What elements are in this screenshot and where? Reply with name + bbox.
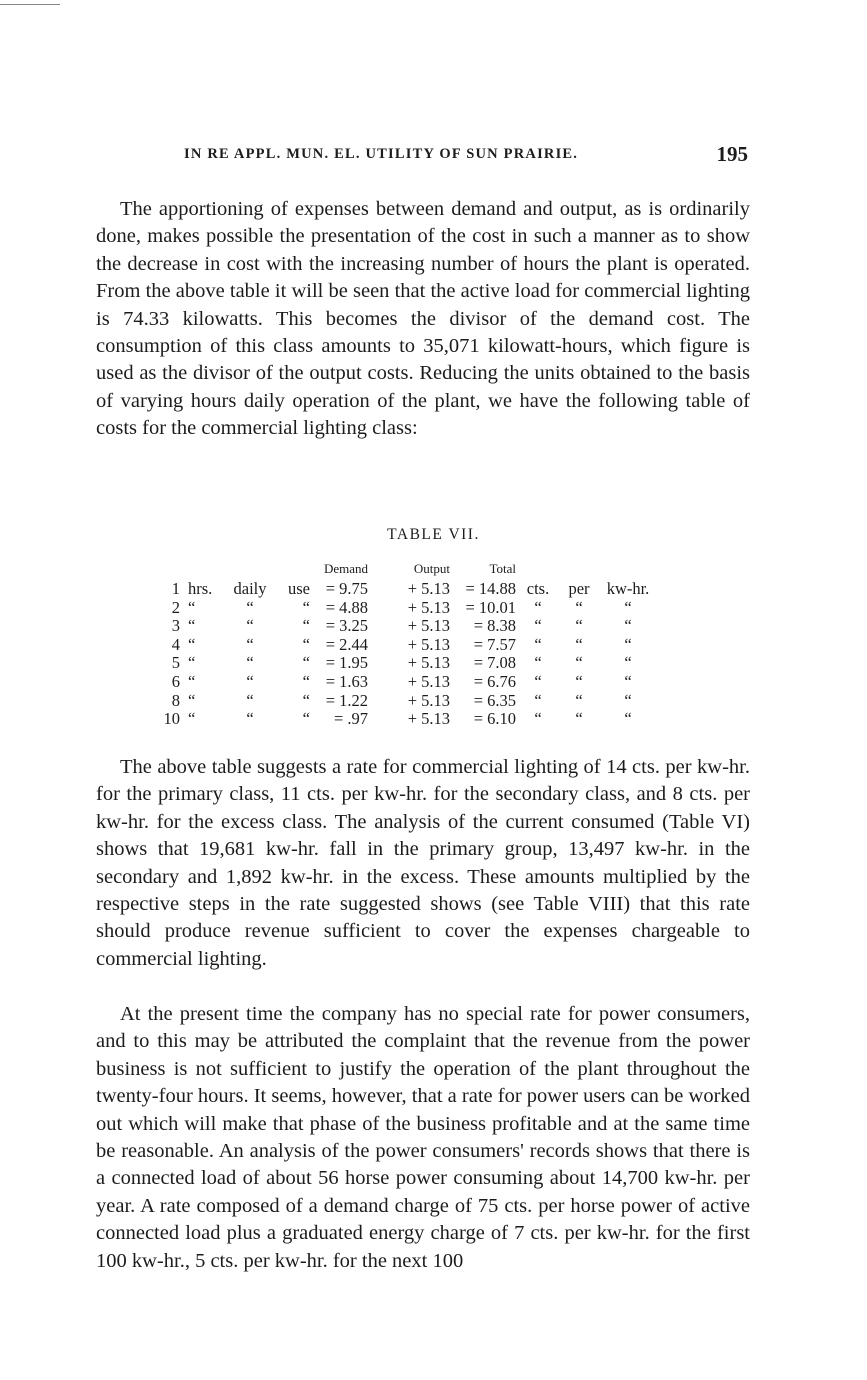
row-hours: 8 [171,690,180,710]
row-output-cost: + 5.13 [407,690,450,710]
row-demand-cost: = .97 [333,709,368,729]
table-row [158,599,658,618]
row-demand-cost: = 1.63 [325,671,368,691]
row-daily: “ [246,709,254,729]
row-hours: 5 [171,653,180,673]
row-hours: 2 [171,597,180,617]
row-total-cost: = 6.76 [473,671,516,691]
row-demand-cost: = 9.75 [325,579,368,598]
row-cts: “ [534,709,542,729]
row-per: “ [575,671,583,691]
table-row [158,636,658,655]
row-unit: kw-hr. [606,579,650,598]
row-cts: “ [534,597,542,617]
row-total-cost: = 10.01 [465,597,516,617]
row-per: “ [575,634,583,654]
row-hours: 6 [171,671,180,691]
row-unit: “ [624,653,632,673]
row-use: “ [302,634,310,654]
row-use: “ [302,709,310,729]
row-daily: daily [233,579,267,598]
page-number: 195 [716,142,748,166]
row-output-cost: + 5.13 [407,634,450,654]
row-hours: 3 [171,616,180,636]
row-demand-cost: = 3.25 [325,616,368,636]
row-demand-cost: = 4.88 [325,597,368,617]
row-per: “ [575,616,583,636]
row-hrs: “ [188,690,196,710]
row-hrs: “ [188,653,196,673]
running-head: IN RE APPL. MUN. EL. UTILITY OF SUN PRAIRIE. [184,146,579,162]
row-hours: 1 [171,579,180,598]
row-hrs: “ [188,709,196,729]
row-unit: “ [624,634,632,654]
row-hrs: “ [188,616,196,636]
column-header-demand: Demand [323,561,368,576]
row-hours: 10 [163,709,180,729]
row-hours: 4 [171,634,180,654]
table-row [158,710,658,729]
row-use: “ [302,690,310,710]
row-per: “ [575,709,583,729]
row-unit: “ [624,709,632,729]
row-use: use [288,579,310,598]
row-demand-cost: = 1.22 [325,690,368,710]
row-demand-cost: = 1.95 [325,653,368,673]
row-unit: “ [624,671,632,691]
row-output-cost: + 5.13 [407,653,450,673]
paragraph-power-consumers [96,1001,750,1275]
table-row [158,692,658,711]
table-row [158,580,658,599]
table-row [158,654,658,673]
row-demand-cost: = 2.44 [325,634,368,654]
column-header-total: Total [489,561,516,576]
page-header [96,142,754,172]
row-output-cost: + 5.13 [407,597,450,617]
row-total-cost: = 8.38 [473,616,516,636]
row-cts: “ [534,653,542,673]
paragraph-rate-suggestion [96,754,750,973]
row-output-cost: + 5.13 [407,671,450,691]
table-body [158,580,658,729]
row-daily: “ [246,671,254,691]
row-total-cost: = 7.08 [473,653,516,673]
row-total-cost: = 7.57 [473,634,516,654]
row-output-cost: + 5.13 [407,616,450,636]
row-use: “ [302,616,310,636]
paragraph-text: The above table suggests a rate for commercial lighting of 14 cts. per kw-hr. for the primary class, 11 cts. per kw-hr. for the secondary class, and 8 cts. per kw-hr. for the excess class. The analysis of the current consumed (Table VI) shows that 19,681 kw-hr. fall in the primary group, 13,497 kw-hr. in the secondary and 1,892 kw-hr. in the excess. These amounts multiplied by the respective steps in the rate suggested shows (see Table VIII) that this rate should produce revenue sufficient to cover the expenses chargeable to commercial lighting. [96,756,750,970]
row-use: “ [302,597,310,617]
paragraph-text: At the present time the company has no special rate for power consumers, and to this may be attributed the complaint that the revenue from the power business is not sufficient to justify the operation of the plant throughout the twenty-four hours. It seems, however, that a rate for power users can be worked out which will make that phase of the business profitable and at the same time be reasonable. An analysis of the power consumers' records shows that there is a connected load of about 56 horse power consuming about 14,700 kw-hr. per year. A rate composed of a demand charge of 75 cts. per horse power of active connected load plus a graduated energy charge of 7 cts. per kw-hr. for the first 100 kw-hr., 5 cts. per kw-hr. for the next 100 [96,1003,750,1272]
row-output-cost: + 5.13 [407,709,450,729]
row-per: per [568,579,590,598]
row-cts: “ [534,690,542,710]
cost-table [158,558,658,729]
row-total-cost: = 6.35 [473,690,516,710]
row-total-cost: = 6.10 [473,709,516,729]
row-unit: “ [624,616,632,636]
row-cts: “ [534,634,542,654]
table-title: TABLE VII. [387,526,480,543]
row-hrs: “ [188,597,196,617]
row-cts: cts. [526,579,550,598]
table-row [158,673,658,692]
row-per: “ [575,653,583,673]
paragraph-apportioning [96,196,750,443]
row-hrs: hrs. [188,579,213,598]
row-per: “ [575,690,583,710]
row-daily: “ [246,597,254,617]
row-output-cost: + 5.13 [407,579,450,598]
row-cts: “ [534,616,542,636]
row-cts: “ [534,671,542,691]
page-edge-rule [0,4,60,5]
table-header-row [158,558,658,580]
row-daily: “ [246,616,254,636]
row-daily: “ [246,690,254,710]
row-use: “ [302,671,310,691]
column-header-output: Output [413,561,450,576]
row-hrs: “ [188,671,196,691]
row-use: “ [302,653,310,673]
row-hrs: “ [188,634,196,654]
table-row [158,617,658,636]
row-per: “ [575,597,583,617]
row-daily: “ [246,634,254,654]
row-total-cost: = 14.88 [465,579,516,598]
paragraph-text: The apportioning of expenses between demand and output, as is ordinarily done, makes possible the presentation of the cost in such a manner as to show the decrease in cost with the increasing number of hours the plant is operated. From the above table it will be seen that the active load for commercial lighting is 74.33 kilowatts. This becomes the divisor of the demand cost. The consumption of this class amounts to 35,071 kilowatt-hours, which figure is used as the divisor of the output costs. Reducing the units obtained to the basis of varying hours daily operation of the plant, we have the following table of costs for the commercial lighting class: [96,198,750,440]
row-unit: “ [624,690,632,710]
row-daily: “ [246,653,254,673]
row-unit: “ [624,597,632,617]
